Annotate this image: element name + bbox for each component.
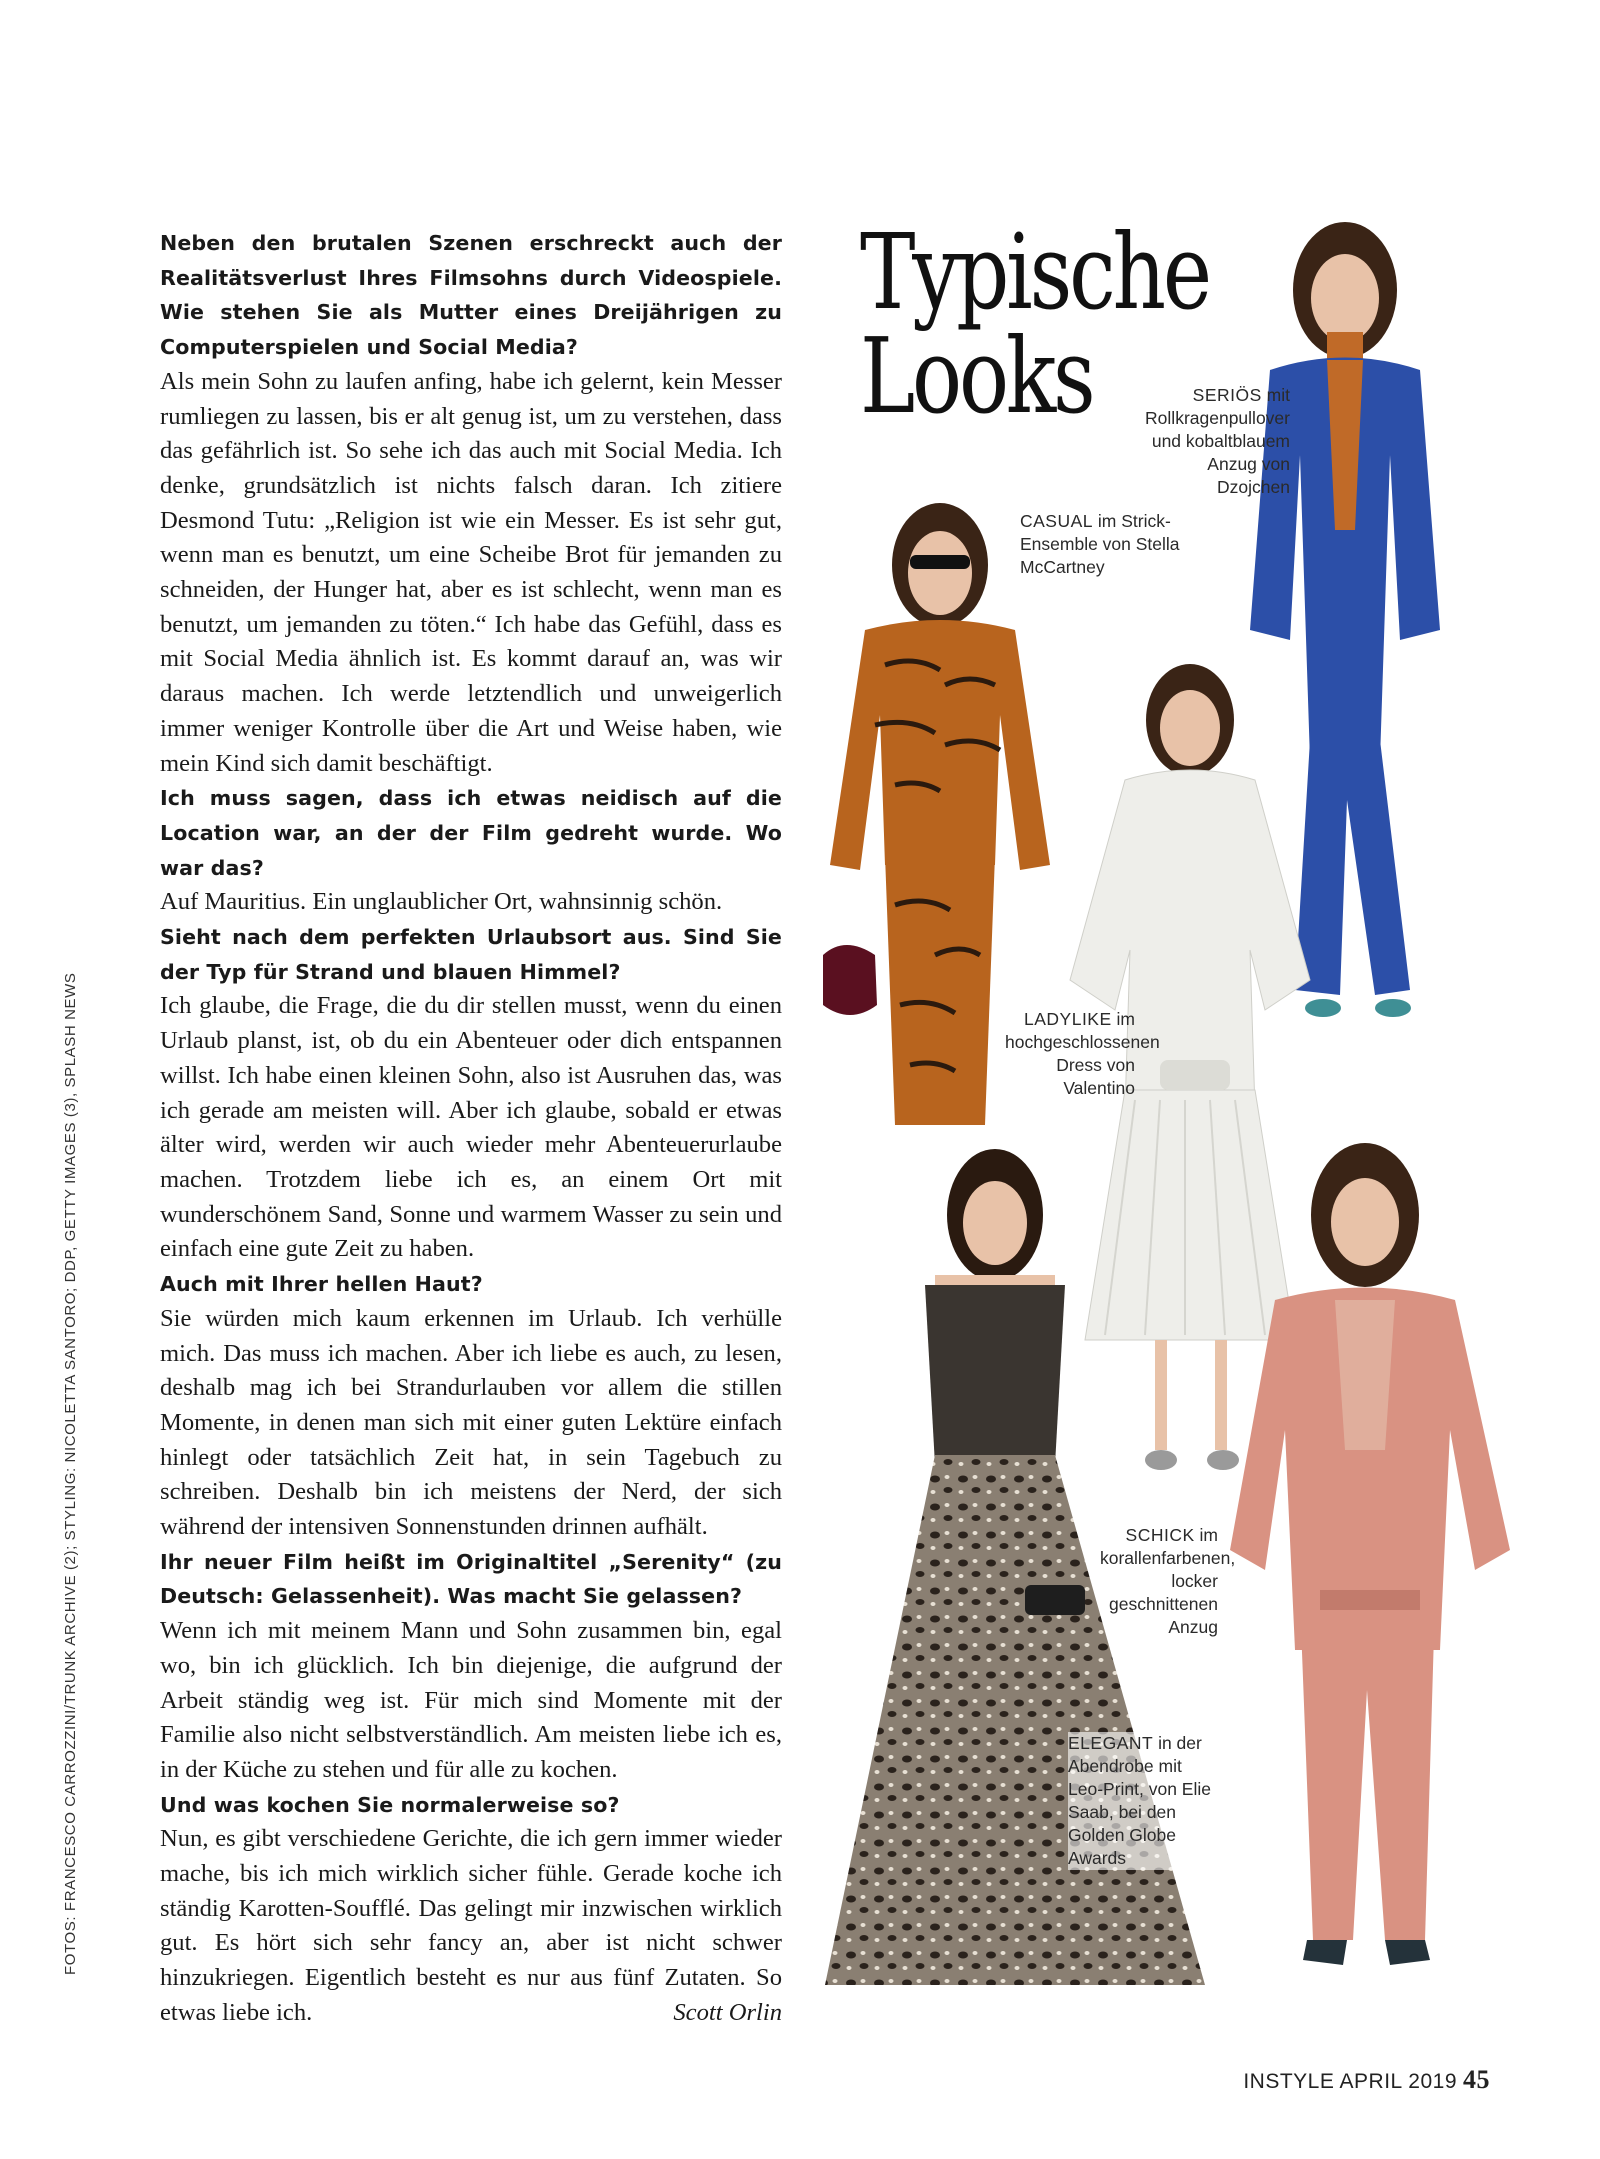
author-signature: Scott Orlin — [673, 1998, 782, 2026]
question-paragraph: Neben den brutalen Szenen erschreckt auch der Realitätsverlust Ihres Filmsohns durch Videospiele. Wie stehen Sie als Mutter eines Dreijährigen zu Computerspielen und Social Media? — [160, 231, 782, 360]
photo-schick-look — [1225, 1130, 1515, 1990]
caption-ladylike — [1005, 1008, 1160, 1100]
answer-text: Nun, es gibt verschiedene Gerichte, die ich gern immer wieder mache, bis ich mich wirklich sicher fühle. Gerade koche ich ständig Karotten-Soufflé. Das gelingt mir inzwischen wirklich gut. Es hört sich sehr fancy an, aber ist nicht schwer hinzukriegen. Eigentlich besteht es nur aus fünf Zutaten. So etwas liebe ich. — [160, 1825, 782, 2026]
caption-keyword: SCHICK — [1125, 1525, 1195, 1545]
answer-paragraph — [160, 1822, 782, 2030]
question-paragraph: Ihr neuer Film heißt im Originaltitel „Serenity“ (zu Deutsch: Gelassenheit). Was macht Sie gelassen? — [160, 1549, 782, 1609]
caption-elegant — [1068, 1732, 1213, 1870]
question-paragraph: Sieht nach dem perfekten Urlaubsort aus. Sind Sie der Typ für Strand und blauen Himmel? — [160, 925, 782, 984]
answer-paragraph: Ich glaube, die Frage, die du dir stellen musst, wenn du einen Urlaub planst, ist, ob du ein Abenteuer oder dich entspannen willst. Ich habe einen kleinen Sohn, also ist Ausruhen das, was ich gerade am meisten will. Aber ich glaube, sobald er etwas älter wird, werden wir auch wieder mehr Abenteuerurlaube machen. Trotzdem liebe ich es, an einem Ort mit wunderschönem Sand, Sonne und warmem Wasser zu sein und einfach eine gute Zeit zu haben. — [160, 992, 782, 1263]
caption-text: im Strick-Ensemble von Stella McCartney — [1020, 511, 1180, 577]
magazine-issue: INSTYLE APRIL 2019 — [1243, 2070, 1457, 2093]
page-number: 45 — [1463, 2065, 1490, 2094]
caption-text: im korallenfarbenen, locker geschnittenen Anzug — [1100, 1525, 1236, 1637]
caption-text: in der Abendrobe mit Leo-Print, von Elie Saab, bei den Golden Globe Awards — [1068, 1733, 1211, 1868]
answer-paragraph: Als mein Sohn zu laufen anfing, habe ich gelernt, kein Messer rumliegen zu lassen, bis er alt genug ist, um zu verstehen, dass das gefährlich ist. So sehe ich das auch mit Social Media. Ich denke, grundsätzlich ist nichts falsch daran. Ich zitiere Desmond Tutu: „Religion ist wie ein Messer. Es ist sehr gut, wenn man es benutzt, um eine Scheibe Brot für jemanden zu schneiden, der Hunger hat, aber es ist schlecht, wenn man es benutzt, um jemanden zu töten.“ Ich habe das Gefühl, dass es mit Social Media ähnlich ist. Es kommt darauf an, was wir daraus machen. Ich werde letztendlich und unweigerlich immer weniger Kontrolle über die Art und Weise haben, wie mein Kind sich damit beschäftigt. — [160, 367, 782, 777]
caption-keyword: CASUAL — [1020, 511, 1094, 531]
headline-line-1: Typische — [860, 211, 1209, 333]
headline-line-2: Looks — [860, 315, 1093, 437]
question-paragraph: Und was kochen Sie normalerweise so? — [160, 1792, 620, 1817]
answer-paragraph: Wenn ich mit meinem Mann und Sohn zusammen bin, egal wo, bin ich glücklich. Ich bin diejenige, die aufgrund der Arbeit ständig weg ist. Für mich sind Momente mit der Familie also nicht selbstverständlich. Am meisten liebe ich es, in der Küche zu stehen und für alle zu kochen. — [160, 1617, 782, 1783]
caption-serios — [1140, 384, 1290, 499]
caption-schick — [1100, 1524, 1236, 1639]
caption-keyword: LADYLIKE — [1024, 1009, 1112, 1029]
caption-keyword: ELEGANT — [1068, 1733, 1154, 1753]
caption-text: mit Rollkragenpullover und kobaltblauem Anzug von Dzojchen — [1145, 385, 1290, 497]
question-paragraph: Auch mit Ihrer hellen Haut? — [160, 1272, 483, 1297]
page-footer — [1243, 2065, 1490, 2095]
answer-paragraph: Auf Mauritius. Ein unglaublicher Ort, wahnsinnig schön. — [160, 888, 723, 916]
question-paragraph: Ich muss sagen, dass ich etwas neidisch auf die Location war, an der der Film gedreht wurde. Wo war das? — [160, 786, 782, 880]
answer-paragraph: Sie würden mich kaum erkennen im Urlaub. Ich verhülle mich. Das muss ich machen. Aber ich liebe es auch, zu lesen, deshalb mag ich bei Strandurlauben vor allem die stillen Momente, in denen man sich mit einer guten Lektüre einfach hinlegt oder tatsächlich Zeit hat, in sein Tagebuch zu schreiben. Deshalb bin ich meistens der Nerd, der sich während der intensiven Sonnenstunden drinnen aufhält. — [160, 1304, 782, 1541]
caption-keyword: SERIÖS — [1192, 385, 1262, 405]
photo-credit: FOTOS: FRANCESCO CARROZZINI/TRUNK ARCHIVE (2); STYLING: NICOLETTA SANTORO; DDP, GETTY IMAGES (3), SPLASH NEWS — [62, 972, 79, 1975]
caption-casual — [1020, 510, 1180, 579]
caption-text: im hochgeschlossenen Dress von Valentino — [1005, 1009, 1160, 1098]
figure-schick-illustration — [1225, 1130, 1515, 1990]
interview-article — [160, 226, 782, 2031]
